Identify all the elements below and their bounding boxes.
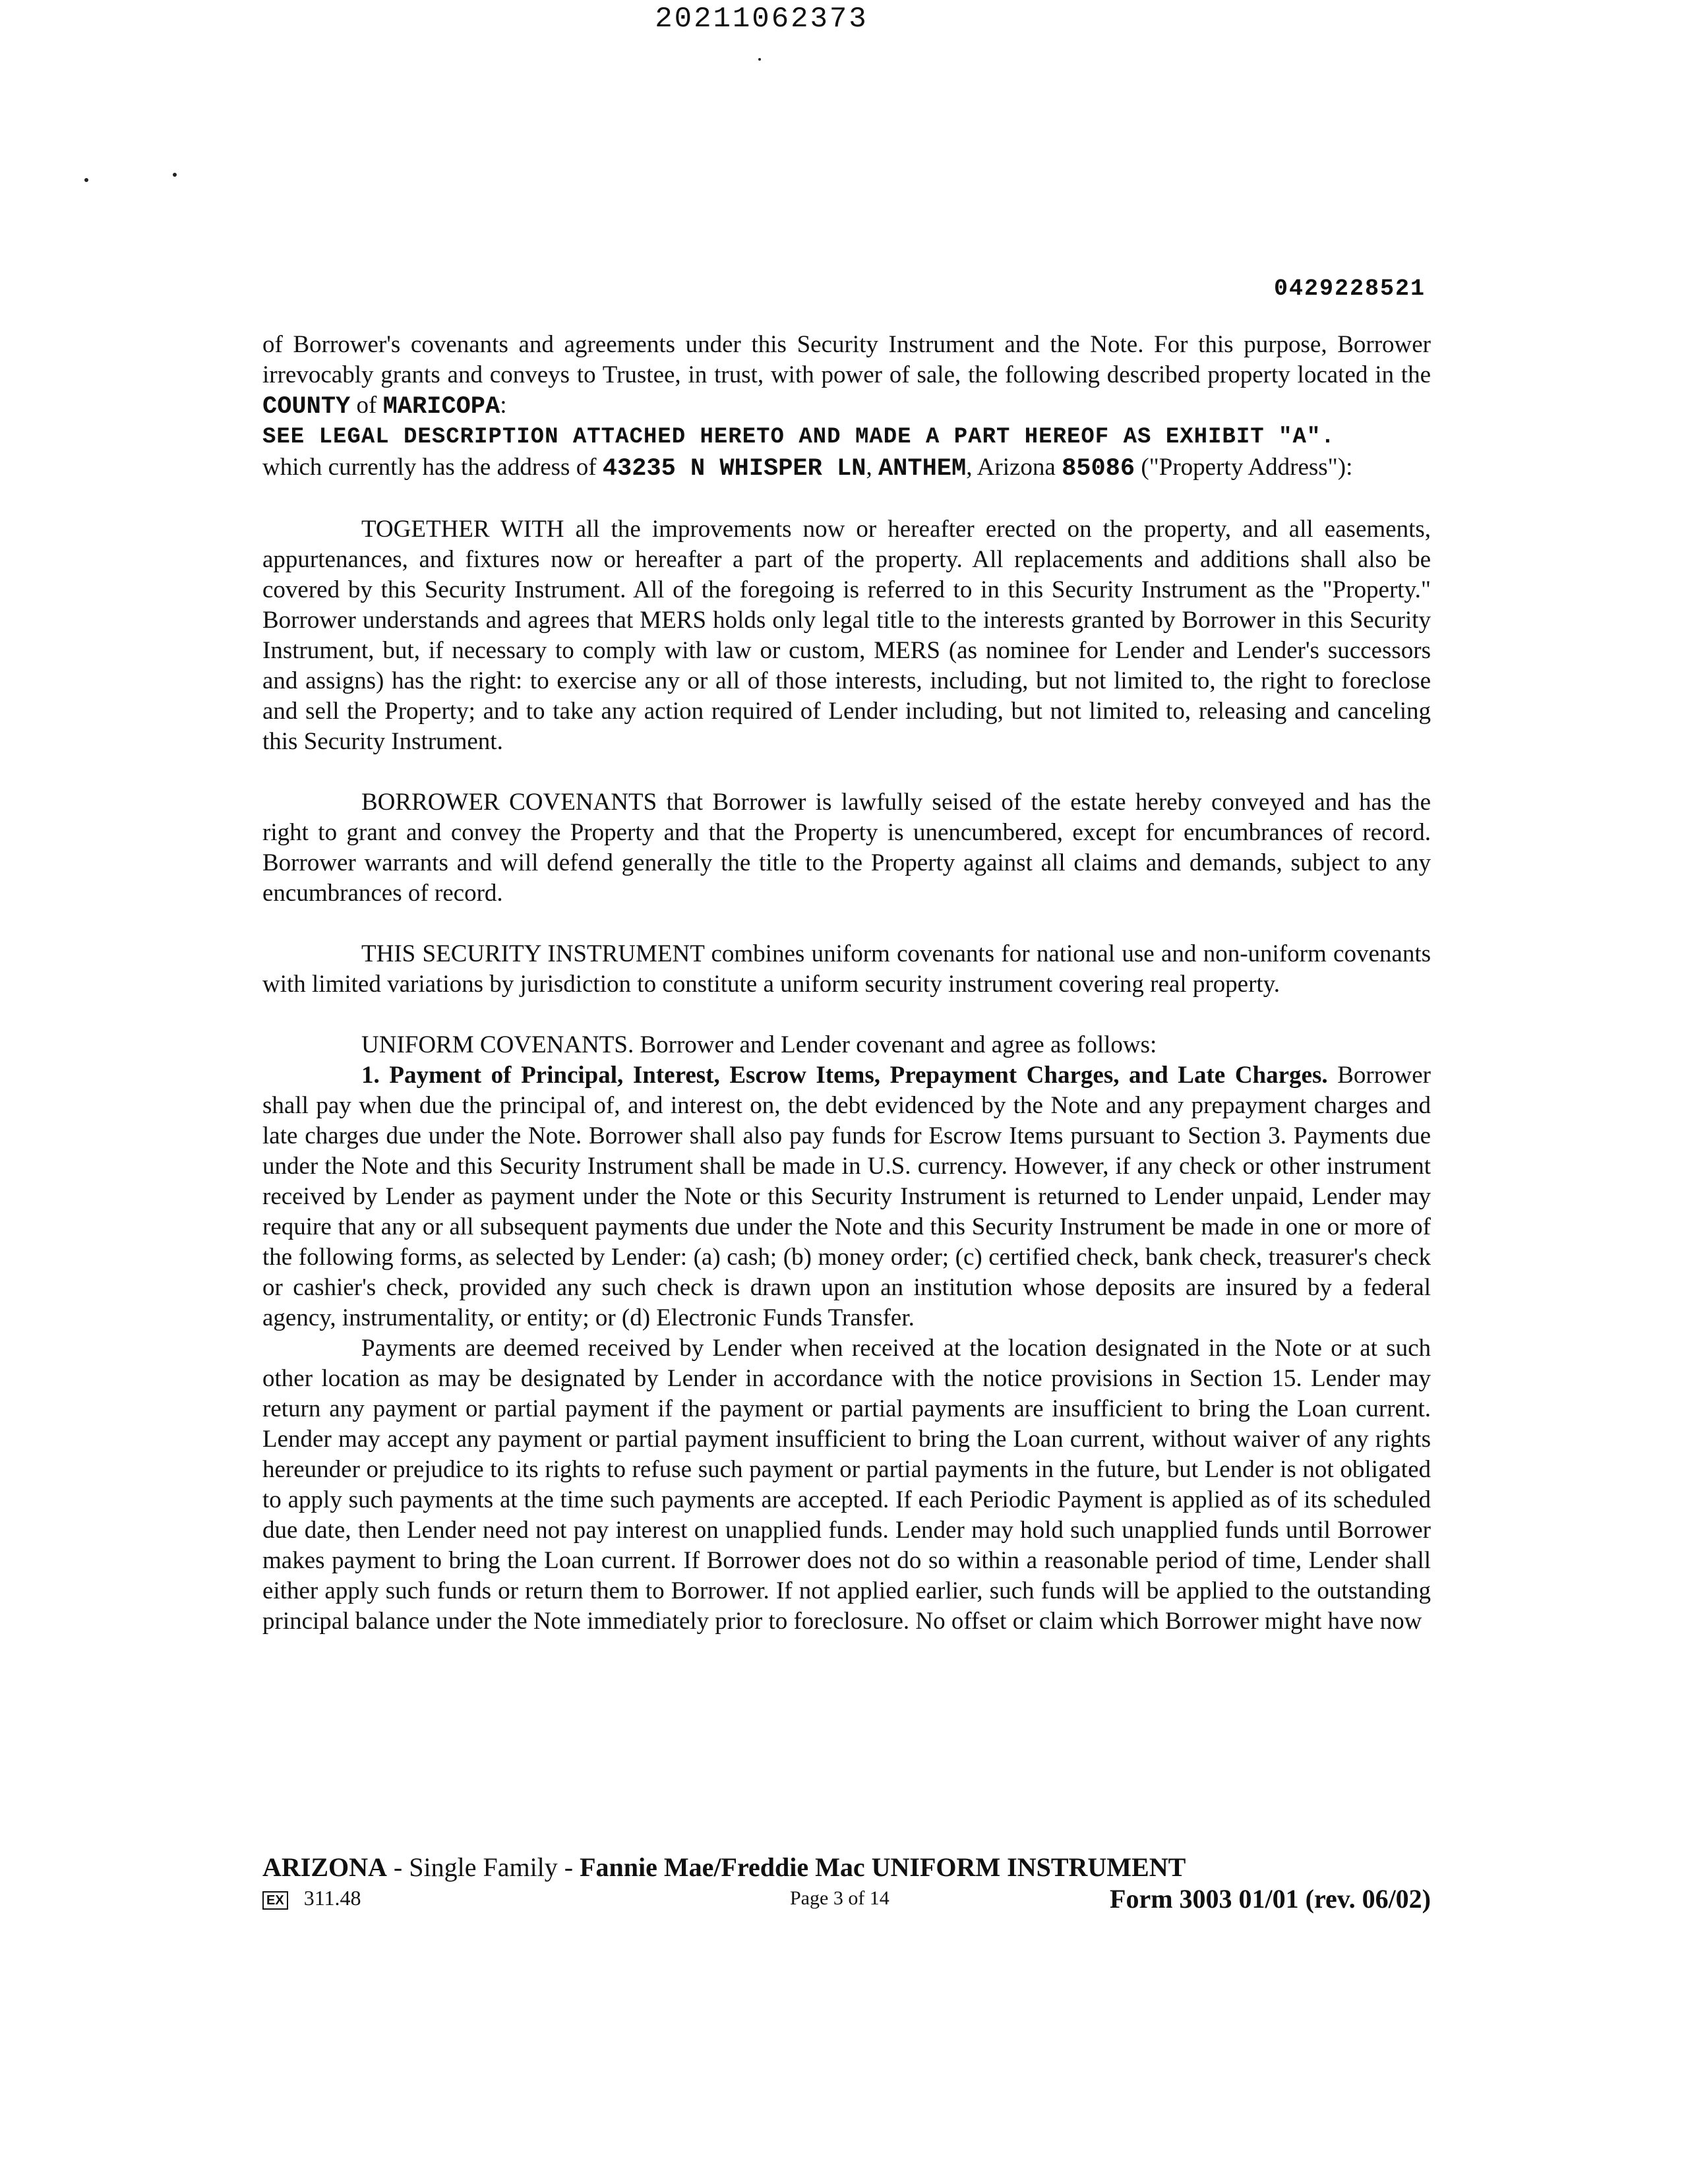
paragraph-uniform-covenants: UNIFORM COVENANTS. Borrower and Lender covenant and agree as follows: [361,1031,1157,1058]
page-number: Page 3 of 14 [790,1887,889,1909]
paragraph-spacer [262,757,1431,787]
paragraph-payments-received: Payments are deemed received by Lender when received at the location designated in the Note or at such other location as may be designated by Lender in accordance with the notice provisions in Section 15. Lender may return any payment or partial payment if the payment or partial payments are insufficient to bring the Loan current. Lender may accept any payment or partial payment insufficient to bring the Loan current, without waiver of any rights hereunder or prejudice to its rights to refuse such payment or partial payments in the future, but Lender is not obligated to apply such payments at the time such payments are accepted. If each Periodic Payment is applied as of its scheduled due date, then Lender need not pay interest on unapplied funds. Lender may hold such unapplied funds until Borrower makes payment to bring the Loan current. If Borrower does not do so within a reasonable period of time, Lender shall either apply such funds or return them to Borrower. If not applied earlier, such funds will be applied to the outstanding principal balance under the Note immediately prior to foreclosure. No offset or claim which Borrower might have now [262,1335,1431,1635]
footer-instrument: Fannie Mae/Freddie Mac UNIFORM INSTRUMENT [580,1852,1186,1882]
footer-state: ARIZONA [262,1852,387,1882]
section-1-heading: 1. Payment of Principal, Interest, Escrow Items, Prepayment Charges, and Late Charges. [361,1062,1328,1089]
section-1 [262,1060,1431,1333]
scan-speck [84,178,88,182]
paragraph-spacer [262,909,1431,939]
paragraph-together-with: TOGETHER WITH all the improvements now or hereafter erected on the property, and all easements, appurtenances, and fixtures now or hereafter a part of the property. All replacements and additions shall also be covered by this Security Instrument. All of the foregoing is referred to in this Security Instrument as the "Property." Borrower understands and agrees that MERS holds only legal title to the interests granted by Borrower in this Security Instrument, but, if necessary to comply with law or custom, MERS (as nominee for Lender and Lender's successors and assigns) has the right: to exercise any or all of those interests, including, but not limited to, the right to foreclose and sell the Property; and to take any action required of Lender including, but not limited to, releasing and canceling this Security Instrument. [262,516,1431,755]
zip-code: 85086 [1062,455,1135,483]
paragraph-spacer [262,484,1431,514]
footer-meta [262,1883,1431,1916]
property-address: which currently has the address of 43235 N WHISPER LN, ANTHEM, Arizona 85086 ("Property Address"): [262,454,1353,483]
ex-logo-icon: EX [262,1891,288,1910]
loan-number: 0429228521 [1273,276,1426,302]
footer-title: ARIZONA - Single Family - Fannie Mae/Freddie Mac UNIFORM INSTRUMENT [262,1852,1186,1882]
paragraph-grant: of Borrower's covenants and agreements under this Security Instrument and the Note. For this purpose, Borrower irrevocably grants and conveys to Trustee, in trust, with power of sale, the following described property located in the COUNTY of MARICOPA: [262,331,1431,421]
section-1-text: Borrower shall pay when due the principal of, and interest on, the debt evidenced by the Note and any prepayment charges and late charges due under the Note. Borrower shall also pay funds for Escrow Items pursuant to Section 3. Payments due under the Note and this Security Instrument shall be made in U.S. currency. However, if any check or other instrument received by Lender as payment under the Note or this Security Instrument is returned to Lender unpaid, Lender may require that any or all subsequent payments due under the Note and this Security Instrument be made in one or more of the following forms, as selected by Lender: (a) cash; (b) money order; (c) certified check, bank check, treasurer's check or cashier's check, provided any such check is drawn upon an institution whose deposits are insured by a federal agency, instrumentality, or entity; or (d) Electronic Funds Transfer. [262,1062,1431,1331]
recording-number: 20211062373 [655,3,868,36]
paragraph-this-security-instrument: THIS SECURITY INSTRUMENT combines uniform covenants for national use and non-uniform covenants with limited variations by jurisdiction to constitute a uniform security instrument covering real property. [262,940,1431,998]
form-number: Form 3003 01/01 (rev. 06/02) [1110,1884,1431,1914]
paragraph-spacer [262,1000,1431,1030]
scan-speck [173,173,177,177]
document-body [262,330,1431,1637]
city: ANTHEM [878,455,967,483]
county-label: COUNTY [262,393,351,421]
footer-code: EX 311.48 [262,1886,361,1910]
scan-speck [758,58,761,61]
legal-description: SEE LEGAL DESCRIPTION ATTACHED HERETO AND MADE A PART HEREOF AS EXHIBIT "A". [262,425,1335,450]
form-footer [262,1852,1431,1916]
paragraph-borrower-covenants: BORROWER COVENANTS that Borrower is lawfully seised of the estate hereby conveyed and has the right to grant and convey the Property and that the Property is unencumbered, except for encumbrances of record. Borrower warrants and will defend generally the title to the Property against all claims and demands, subject to any encumbrances of record. [262,789,1431,907]
street-address: 43235 N WHISPER LN [602,455,866,483]
county-name: MARICOPA [382,393,500,421]
